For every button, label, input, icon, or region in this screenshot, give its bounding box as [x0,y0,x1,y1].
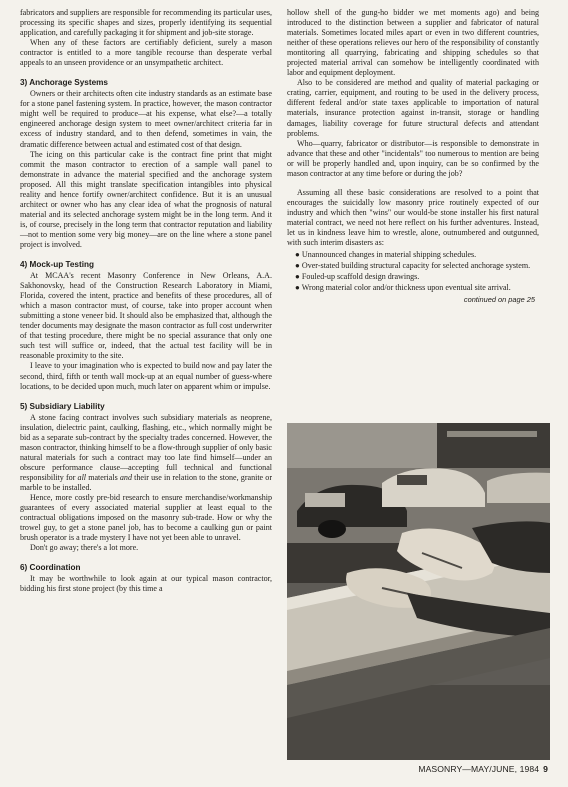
list-item [287,261,539,271]
photo-hands-on-stone-panel [287,423,550,760]
list-item-text: Fouled-up scaffold design drawings. [301,272,420,282]
paragraph: Also to be considered are method and quality of material packaging or crating, carrier, equipment, and routing to be used in the delivery process, different federal and/or state taxes applicable to importation of natural materials, insurance protection against in-transit, storage or handling damages, liability coverage for future structural defects and attendant problems. [287,78,539,138]
section-heading-coordination: 6) Coordination [20,563,81,573]
paragraph: Don't go away; there's a lot more. [30,543,139,553]
text-run: their use in relation to the stone, granite or marble to be installed. [20,472,273,492]
paragraph: It may be worthwhile to look again at our typical mason contractor, bidding his first stone project (by this time a [20,574,272,594]
list-item-text: Wrong material color and/or thickness upon eventual site arrival. [301,283,511,293]
text-run: materials [86,472,120,482]
page-number: 9 [543,764,548,774]
paragraph [20,413,272,493]
section-heading-anchorage: 3) Anchorage Systems [20,78,108,88]
paragraph: Assuming all these basic considerations are resolved to a point that encourages the suicidally low masonry price routinely expected of our industry and which then "wins" our would-be stone installer his first natural material contract, we need not here reflect on his further adventures. Instead, let us in kindness leave him to wrestle, alone, outnumbered and outgunned, with such interim disasters as: [287,187,539,248]
text-run: A stone facing contract involves such subsidiary materials as neoprene, insulation, dielectric paint, caulking, flashing, etc., which normally might be bid as a separate sub-contract by the specialty trades concerned. However, the mason contractor, thinking himself to be a flow-through supplier of only basic natural materials for such a contract may too late find himself—under an obscure performance clause—accepting full technical and functional responsibility for [20,412,272,482]
photo-illustration [287,423,550,760]
list-item [287,250,539,260]
bullet-icon: ● [295,261,300,271]
paragraph: At MCAA's recent Masonry Conference in New Orleans, A.A. Sakhonovsky, head of the Construction Research Laboratory in Miami, Florida, covered the intent, practice and benefits of these procedures, all of which a mason contractor must, of course, take into proper account when submitting a stone veneer bid. It should also be emphasized that, although the tender documents may designate the mason contractor as full cost underwriter of that testing procedure, there might be no special assurance that only one such test will suffice or, indeed, that the actual test facility will be in reasonable proximity to the site. [20,271,272,361]
paragraph: When any of these factors are certifiably deficient, surely a mason contractor is entitled to a more tangible recourse than desperate verbal appeals to an unseen providence or an unsympathetic architect. [20,38,272,68]
paragraph: The icing on this particular cake is the contract fine print that might commit the mason contractor to erection of a sample wall panel to demonstrate in advance the material specified and the anchorage system proposed. All this might translate specification intangibles into physical reality and hence fortify owner/architect confidence. But it is an unusual architect or owner who has any clear idea of what the prognosis of natural material and its selected anchorage system might be in the long term. And it is, of course, precisely in the long term that contractor reputation and liability—not to mention some very big money—are on the line where a stone panel project is involved. [20,149,272,249]
left-column [20,8,272,594]
continued-note: continued on page 25 [463,295,535,305]
emphasis: and [119,472,132,482]
page-footer [418,764,548,774]
list-item-text: Unannounced changes in material shipping schedules. [301,250,477,260]
right-column [287,8,539,305]
list-item [287,272,539,282]
paragraph: Owners or their architects often cite industry standards as an estimate base for a stone panel fastening system. In practice, however, the mason contractor might well be required to produce—at his expense, what else?—a totally engineered anchorage design system to meet owner/architect criteria far in excess of industry standard, and to then defend, sometimes in vain, the dramatic difference between actual and estimated cost of that design. [20,89,272,149]
publication-info: MASONRY—MAY/JUNE, 1984 [418,764,540,774]
emphasis: all [77,472,87,482]
paragraph: Who—quarry, fabricator or distributor—is responsible to demonstrate in advance that these and other "incidentals" too numerous to mention are being or will be properly handled and, upon inquiry, can be so confirmed by the mason contractor at any time before or during the job? [287,138,539,178]
bullet-icon: ● [295,272,300,282]
paragraph: fabricators and suppliers are responsible for recommending its particular uses, processing its specific shapes and sizes, properly identifying its sequential application, and carefully packaging it for shipment and job-site storage. [20,8,272,38]
section-heading-mockup: 4) Mock-up Testing [20,260,94,270]
disaster-list [287,250,539,293]
list-item [287,283,539,293]
paragraph: hollow shell of the gung-ho bidder we met moments ago) and being introduced to the distinction between a supplier and fabricator of natural materials. Sometimes located miles apart or even in two different countries, neither of these operations relieves our hero of the responsibility of constantly montitoring all quarrying, fabricating and shipping schedules so that projected material arrival can somehow be intelligently coordinated with labor and equipment deployment. [287,8,539,78]
bullet-icon: ● [295,283,300,293]
paragraph: Hence, more costly pre-bid research to ensure merchandise/workmanship guarantees of every associated material supplier at least equal to the contractual obligations imposed on the masonry sub-trade. How or why the trowel guy, to get a stone panel job, has to become a caulking gun or paint brush operator is a trade mystery I have not yet been able to unravel. [20,492,272,543]
section-heading-liability: 5) Subsidiary Liability [20,401,105,411]
paragraph: I leave to your imagination who is expected to build now and pay later the second, third, fifth or tenth wall mock-up at an equal number of guess-where locations, to be decided upon much, much later on apparent whim or impulse. [20,361,272,391]
bullet-icon: ● [295,250,300,260]
list-item-text: Over-stated building structural capacity for selected anchorage system. [301,261,531,271]
